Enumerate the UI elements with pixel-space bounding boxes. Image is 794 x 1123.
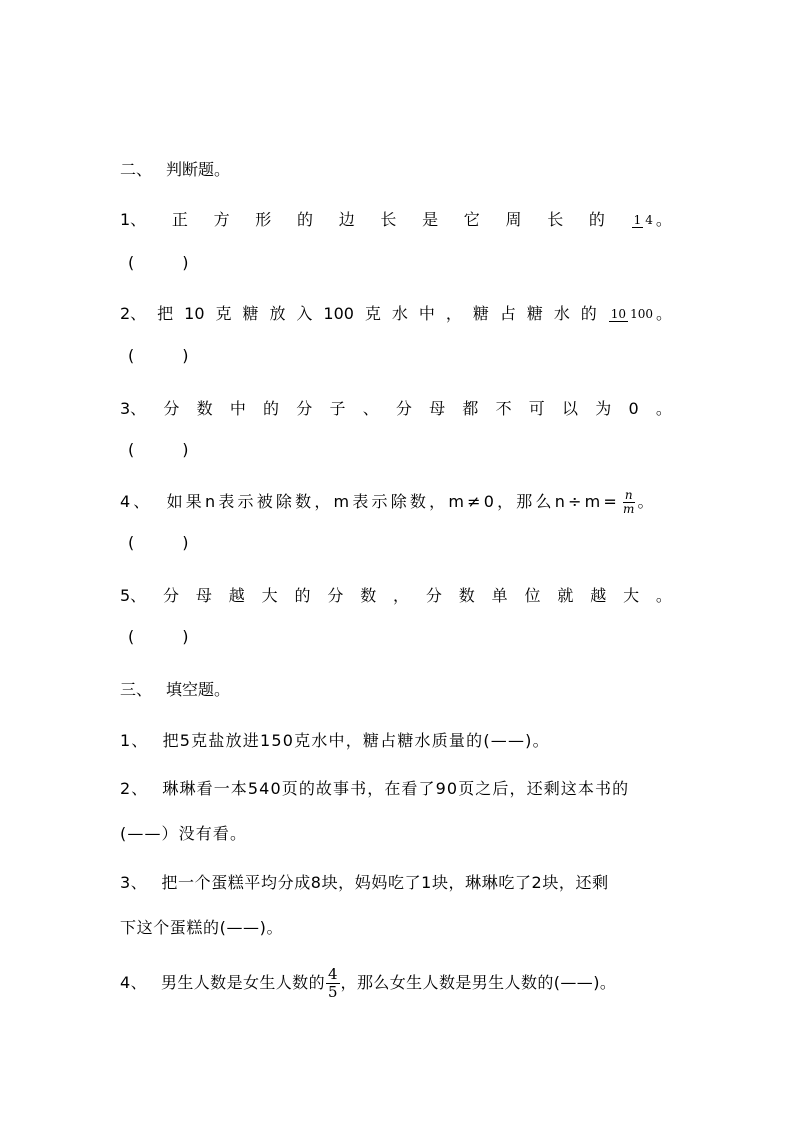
question-char: ，: [393, 586, 410, 605]
paren-open: (: [128, 346, 135, 365]
question-char: 水: [391, 304, 408, 323]
fill-question-2: [120, 777, 629, 801]
question-char: 糖: [242, 304, 259, 323]
question-char: 大: [261, 586, 278, 605]
answer-parentheses-4[interactable]: [128, 531, 189, 555]
section-heading-judgement: [120, 158, 230, 182]
question-char: 放: [269, 304, 286, 323]
numerator: n: [624, 488, 633, 502]
paren-close: ): [182, 533, 189, 552]
paren-open: (: [128, 627, 135, 646]
question-char: 为: [595, 399, 612, 418]
question-char: 占: [499, 304, 516, 323]
question-number: 1、: [120, 731, 149, 750]
fill-question-4: [120, 966, 616, 1001]
question-number: 1、: [120, 210, 147, 229]
denominator: 4: [645, 212, 653, 227]
question-char: 不: [495, 399, 512, 418]
question-text: ，那么女生人数是男生人数的(——)。: [340, 973, 617, 992]
numerator: 1: [633, 212, 642, 227]
question-number: 4、: [120, 973, 147, 992]
question-char: 分: [425, 586, 442, 605]
question-number: 3、: [120, 399, 147, 418]
question-char: 单: [491, 586, 508, 605]
question-char: 的: [588, 210, 605, 229]
section-number: 三、: [120, 680, 153, 699]
paren-close: ): [182, 253, 189, 272]
question-char: 10: [184, 304, 205, 323]
question-char: 数: [360, 586, 377, 605]
question-char: 周: [505, 210, 522, 229]
paren-close: ): [182, 346, 189, 365]
paren-open: (: [128, 253, 135, 272]
question-char: 方: [213, 210, 230, 229]
question-char: 就: [557, 586, 574, 605]
question-text: 把5克盐放进150克水中，糖占糖水质量的(——)。: [162, 731, 550, 750]
question-char: 边: [338, 210, 355, 229]
question-text: 男生人数是女生人数的: [160, 973, 325, 992]
question-char: 克: [215, 304, 232, 323]
fill-question-2-continued: [120, 822, 247, 846]
section-title: 判断题。: [166, 160, 231, 179]
question-char: 大: [623, 586, 640, 605]
paren-close: ): [182, 440, 189, 459]
question-char: 数: [458, 586, 475, 605]
fraction-with-tail: [631, 208, 672, 232]
question-char: 。: [655, 399, 672, 418]
question-char: 以: [562, 399, 579, 418]
fill-question-3: [120, 871, 609, 895]
question-number: 5、: [120, 586, 147, 605]
paren-close: ): [182, 627, 189, 646]
question-char: 100: [323, 304, 354, 323]
question-char: 都: [462, 399, 479, 418]
question-char: 、: [362, 399, 379, 418]
question-char: 中: [229, 399, 246, 418]
question-char: 越: [590, 586, 607, 605]
question-char: 克: [364, 304, 381, 323]
question-number: 4、: [120, 492, 153, 511]
question-char: 越: [228, 586, 245, 605]
question-char: 中: [418, 304, 435, 323]
denominator: 5: [328, 983, 338, 1001]
fraction-with-tail: [608, 302, 672, 326]
section-heading-fill-in: [120, 678, 230, 702]
judgement-question-2: [120, 302, 672, 326]
denominator: m: [623, 502, 635, 516]
question-text: 把一个蛋糕平均分成8块，妈妈吃了1块，琳琳吃了2块，还剩: [161, 873, 609, 892]
period: 。: [637, 492, 657, 511]
judgement-question-1: [120, 208, 672, 232]
question-char: 正: [171, 210, 188, 229]
judgement-question-5: [120, 584, 672, 608]
question-char: ，: [445, 304, 462, 323]
numerator: 4: [328, 965, 338, 983]
question-char: 形: [255, 210, 272, 229]
question-number: 3、: [120, 873, 148, 892]
question-char: 的: [580, 304, 597, 323]
fraction: [632, 214, 655, 228]
answer-parentheses-5[interactable]: [128, 625, 189, 649]
question-char: 水: [553, 304, 570, 323]
section-title: 填空题。: [166, 680, 231, 699]
question-char: 0: [628, 399, 639, 418]
question-number: 2、: [120, 779, 149, 798]
denominator: 100: [630, 306, 653, 321]
fraction: [326, 966, 340, 1001]
question-char: 把: [157, 304, 174, 323]
period: 。: [655, 304, 672, 323]
question-char: 分: [163, 399, 180, 418]
question-char: 分: [296, 399, 313, 418]
question-char: 。: [655, 586, 672, 605]
question-char: 的: [263, 399, 280, 418]
paren-open: (: [128, 440, 135, 459]
question-char: 的: [294, 586, 311, 605]
answer-parentheses-3[interactable]: [128, 438, 189, 462]
question-text: (——）没有看。: [120, 824, 248, 843]
question-text: 琳琳看一本540页的故事书，在看了90页之后，还剩这本书的: [162, 779, 630, 798]
question-char: 可: [528, 399, 545, 418]
fraction: [609, 308, 655, 322]
fraction: [621, 489, 636, 516]
question-char: 糖: [472, 304, 489, 323]
section-number: 二、: [120, 160, 153, 179]
judgement-question-4: [120, 489, 657, 516]
question-char: 长: [547, 210, 564, 229]
question-char: 分: [395, 399, 412, 418]
judgement-question-3: [120, 397, 672, 421]
question-char: 糖: [526, 304, 543, 323]
question-char: 它: [463, 210, 480, 229]
question-char: 长: [380, 210, 397, 229]
numerator: 10: [610, 306, 627, 321]
question-char: 分: [163, 586, 180, 605]
question-char: 数: [196, 399, 213, 418]
question-char: 子: [329, 399, 346, 418]
question-char: 是: [422, 210, 439, 229]
question-char: 分: [327, 586, 344, 605]
question-char: 位: [524, 586, 541, 605]
question-char: 母: [195, 586, 212, 605]
question-char: 母: [429, 399, 446, 418]
question-text: 下这个蛋糕的(——)。: [120, 918, 284, 937]
question-text: 如果n表示被除数，m表示除数，m≠0，那么n÷m=: [166, 492, 621, 511]
period: 。: [655, 210, 672, 229]
answer-parentheses-2[interactable]: [128, 344, 189, 368]
paren-open: (: [128, 533, 135, 552]
answer-parentheses-1[interactable]: [128, 251, 189, 275]
question-char: 入: [296, 304, 313, 323]
question-char: 的: [296, 210, 313, 229]
fill-question-3-continued: [120, 916, 283, 940]
fill-question-1: [120, 729, 550, 753]
question-number: 2、: [120, 304, 147, 323]
